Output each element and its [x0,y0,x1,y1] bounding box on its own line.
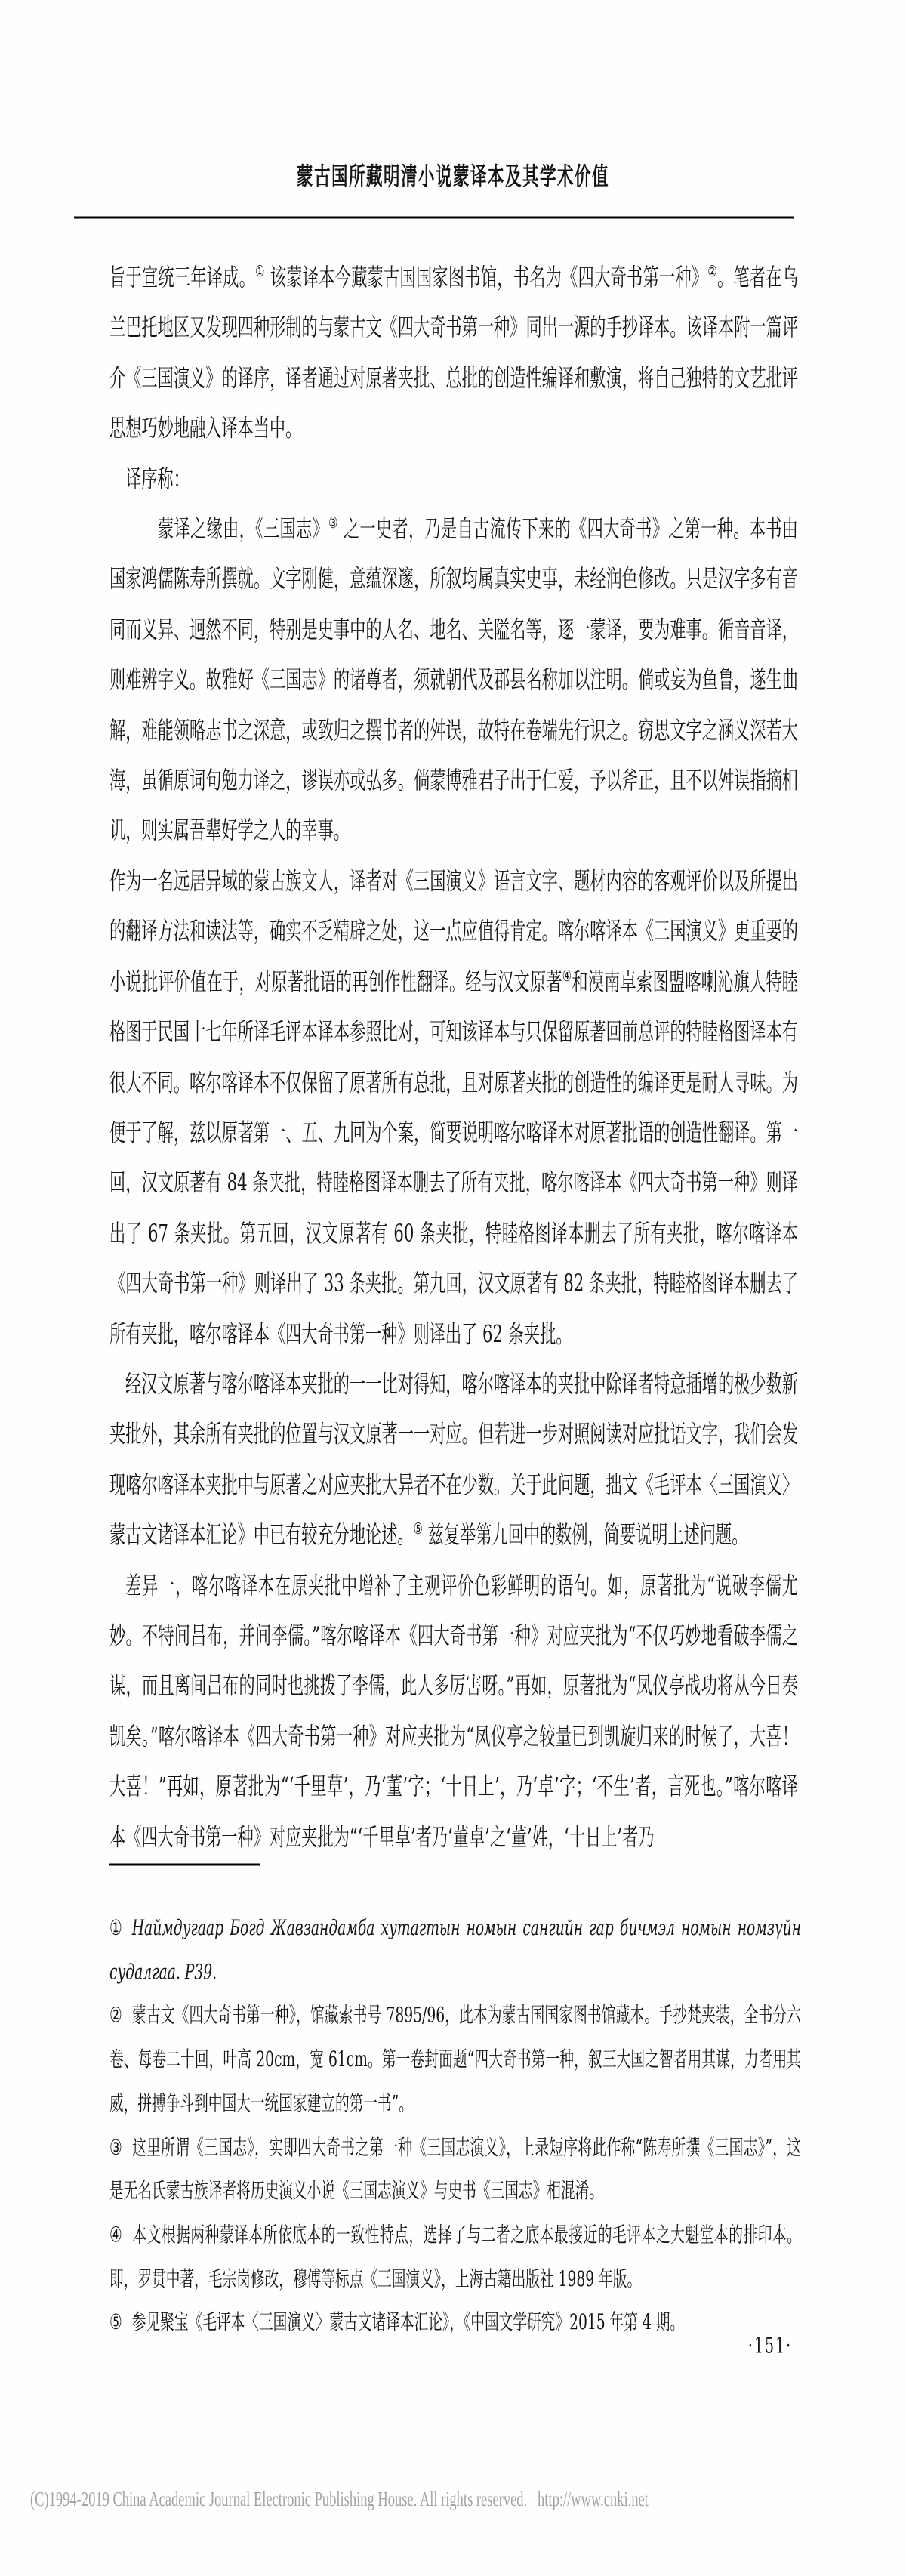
paragraph-commentary-analysis: 作为一名远居异域的蒙古族文人，译者对《三国演义》语言文字、题材内容的客观评价以及所提出的翻译方法和读法等，确实不乏精辟之处，这一点应值得肯定。喀尔喀译本《三国演义》更重要的小说批评价值在于，对原著批语的再创作性翻译。经与汉文原著④和漠南卓索图盟喀喇沁旗人特睦格图于民国十七年所译毛评本译本参照比对，可知该译本与只保留原著回前总评的特睦格图译本有很大不同。喀尔喀译本不仅保留了原著所有总批，且对原著夹批的创造性的编译更是耐人寻味。为便于了解，兹以原著第一、五、九回为个案，简要说明喀尔喀译本对原著批语的创造性翻译。第一回，汉文原著有 84 条夹批，特睦格图译本删去了所有夹批，喀尔喀译本《四大奇书第一种》则译出了 67 条夹批。第五回，汉文原著有 60 条夹批，特睦格图译本删去了所有夹批，喀尔喀译本《四大奇书第一种》则译出了 33 条夹批。第九回，汉文原著有 82 条夹批，特睦格图译本删去了所有夹批，喀尔喀译本《四大奇书第一种》则译出了 62 条夹批。 [109,866,798,1348]
footnote-5-number: ⑤ [109,2311,122,2335]
article-body [109,253,798,1863]
paragraph-quote-lead-in: 译序称： [125,464,190,492]
footnote-3 [109,2127,801,2214]
footnote-separator-rule [109,1864,260,1866]
footnote-1-number: ① [109,1917,122,1941]
footnote-2-number: ② [109,2004,122,2028]
footnote-4-text: 本文根据两种蒙译本所依底本的一致性特点，选择了与二者之底本最接近的毛评本之大魁堂本的排印本。即，罗贯中著，毛宗岗修改，穆傅等标点《三国演义》，上海古籍出版社 1989 年版。 [109,2223,801,2291]
cnki-copyright-footer: (C)1994-2019 China Academic Journal Electronic Publishing House. All rights reserved. http://www.cnki.net [30,2488,649,2512]
footnote-5-text: 参见聚宝《毛评本〈三国演义〉蒙古文诸译本汇论》，《中国文学研究》2015 年第 4 期。 [131,2311,685,2335]
page-number: ·151· [747,2334,793,2359]
footnote-4-number: ④ [109,2223,122,2247]
footnote-1-text: Наймдугаар Богд Жавзандамба хутагтын номын сангийн гар бичмэл номын номзүйн судалгаа. P39. [109,1917,801,1985]
footnote-3-number: ③ [109,2136,122,2160]
paragraph-difference-one: 差异一，喀尔喀译本在原夹批中增补了主观评价色彩鲜明的语句。如，原著批为“说破李儒尤妙。不特间吕布，并间李儒。”喀尔喀译本《四大奇书第一种》对应夹批为“不仅巧妙地看破李儒之谋，而且离间吕布的同时也挑拨了李儒，此人多厉害呀。”再如，原著批为“凤仪亭战功将从今日奏凯矣。”喀尔喀译本《四大奇书第一种》对应夹批为“凤仪亭之较量已到凯旋归来的时候了，大喜！大喜！”再如，原著批为“‘千里草’，乃‘董’字；‘十日上’，乃‘卓’字；‘不生’者，言死也。”喀尔喀译本《四大奇书第一种》对应夹批为“‘千里草’者乃‘董卓’之‘董’姓，‘十日上’者乃 [109,1570,798,1851]
footnote-3-text: 这里所谓《三国志》，实即四大奇书之第一种《三国志演义》，上录短序将此作称“陈寿所撰《三国志》”，这是无名氏蒙古族译者将历史演义小说《三国志演义》与史书《三国志》相混淆。 [109,2136,801,2204]
footnote-2-text: 蒙古文《四大奇书第一种》，馆藏索书号 7895/96，此本为蒙古国国家图书馆藏本。手抄梵夹装，全书分六卷、每卷二十回，叶高 20cm，宽 61cm。第一卷封面题“四大奇书第一种，叙三大国之智者用其谋，力者用其威，拼搏争斗到中国大一统国家建立的第一书”。 [109,2004,801,2116]
footnote-2 [109,1995,801,2127]
paragraph-continuation: 旨于宣统三年译成。① 该蒙译本今藏蒙古国国家图书馆，书名为《四大奇书第一种》②。笔者在乌兰巴托地区又发现四种形制的与蒙古文《四大奇书第一种》同出一源的手抄译本。该译本附一篇评介《三国演义》的译序，译者通过对原著夹批、总批的创造性编译和敷演，将自己独特的文艺批评思想巧妙地融入译本当中。 [109,262,798,443]
footnote-5 [109,2302,801,2346]
footnote-1 [109,1908,801,1995]
footnotes-section [109,1908,801,2346]
paragraph-comparison: 经汉文原著与喀尔喀译本夹批的一一比对得知，喀尔喀译本的夹批中除译者特意插增的极少数新夹批外，其余所有夹批的位置与汉文原著一一对应。但若进一步对照阅读对应批语文字，我们会发现喀尔喀译本夹批中与原著之对应夹批大异者不在少数。关于此问题，拙文《毛评本〈三国演义〉蒙古文诸译本汇论》中已有较充分地论述。⑤ 兹复举第九回中的数例，简要说明上述问题。 [109,1369,798,1549]
block-quote-preface: 蒙译之缘由，《三国志》③ 之一史者，乃是自古流传下来的《四大奇书》之第一种。本书由国家鸿儒陈寿所撰就。文字刚健，意蕴深邃，所叙均属真实史事，未经润色修改。只是汉字多有音同而义异、迥然不同，特别是史事中的人名、地名、关隘名等，逐一蒙译，要为难事。循音音译，则难辨字义。故雅好《三国志》的诸尊者，须就朝代及郡县名称加以注明。倘或妄为鱼鲁，遂生曲解，难能领略志书之深意，或致归之撰书者的舛误，故特在卷端先行识之。窃思文字之涵义深若大海，虽循原词句勉力译之，谬误亦或弘多。倘蒙博雅君子出于仁爱，予以斧正，且不以舛误指摘相讥，则实属吾辈好学之人的幸事。 [109,514,798,845]
header-title: 蒙古国所藏明清小说蒙译本及其学术价值 [296,163,609,192]
footnote-4 [109,2214,801,2302]
header-rule [74,217,794,219]
